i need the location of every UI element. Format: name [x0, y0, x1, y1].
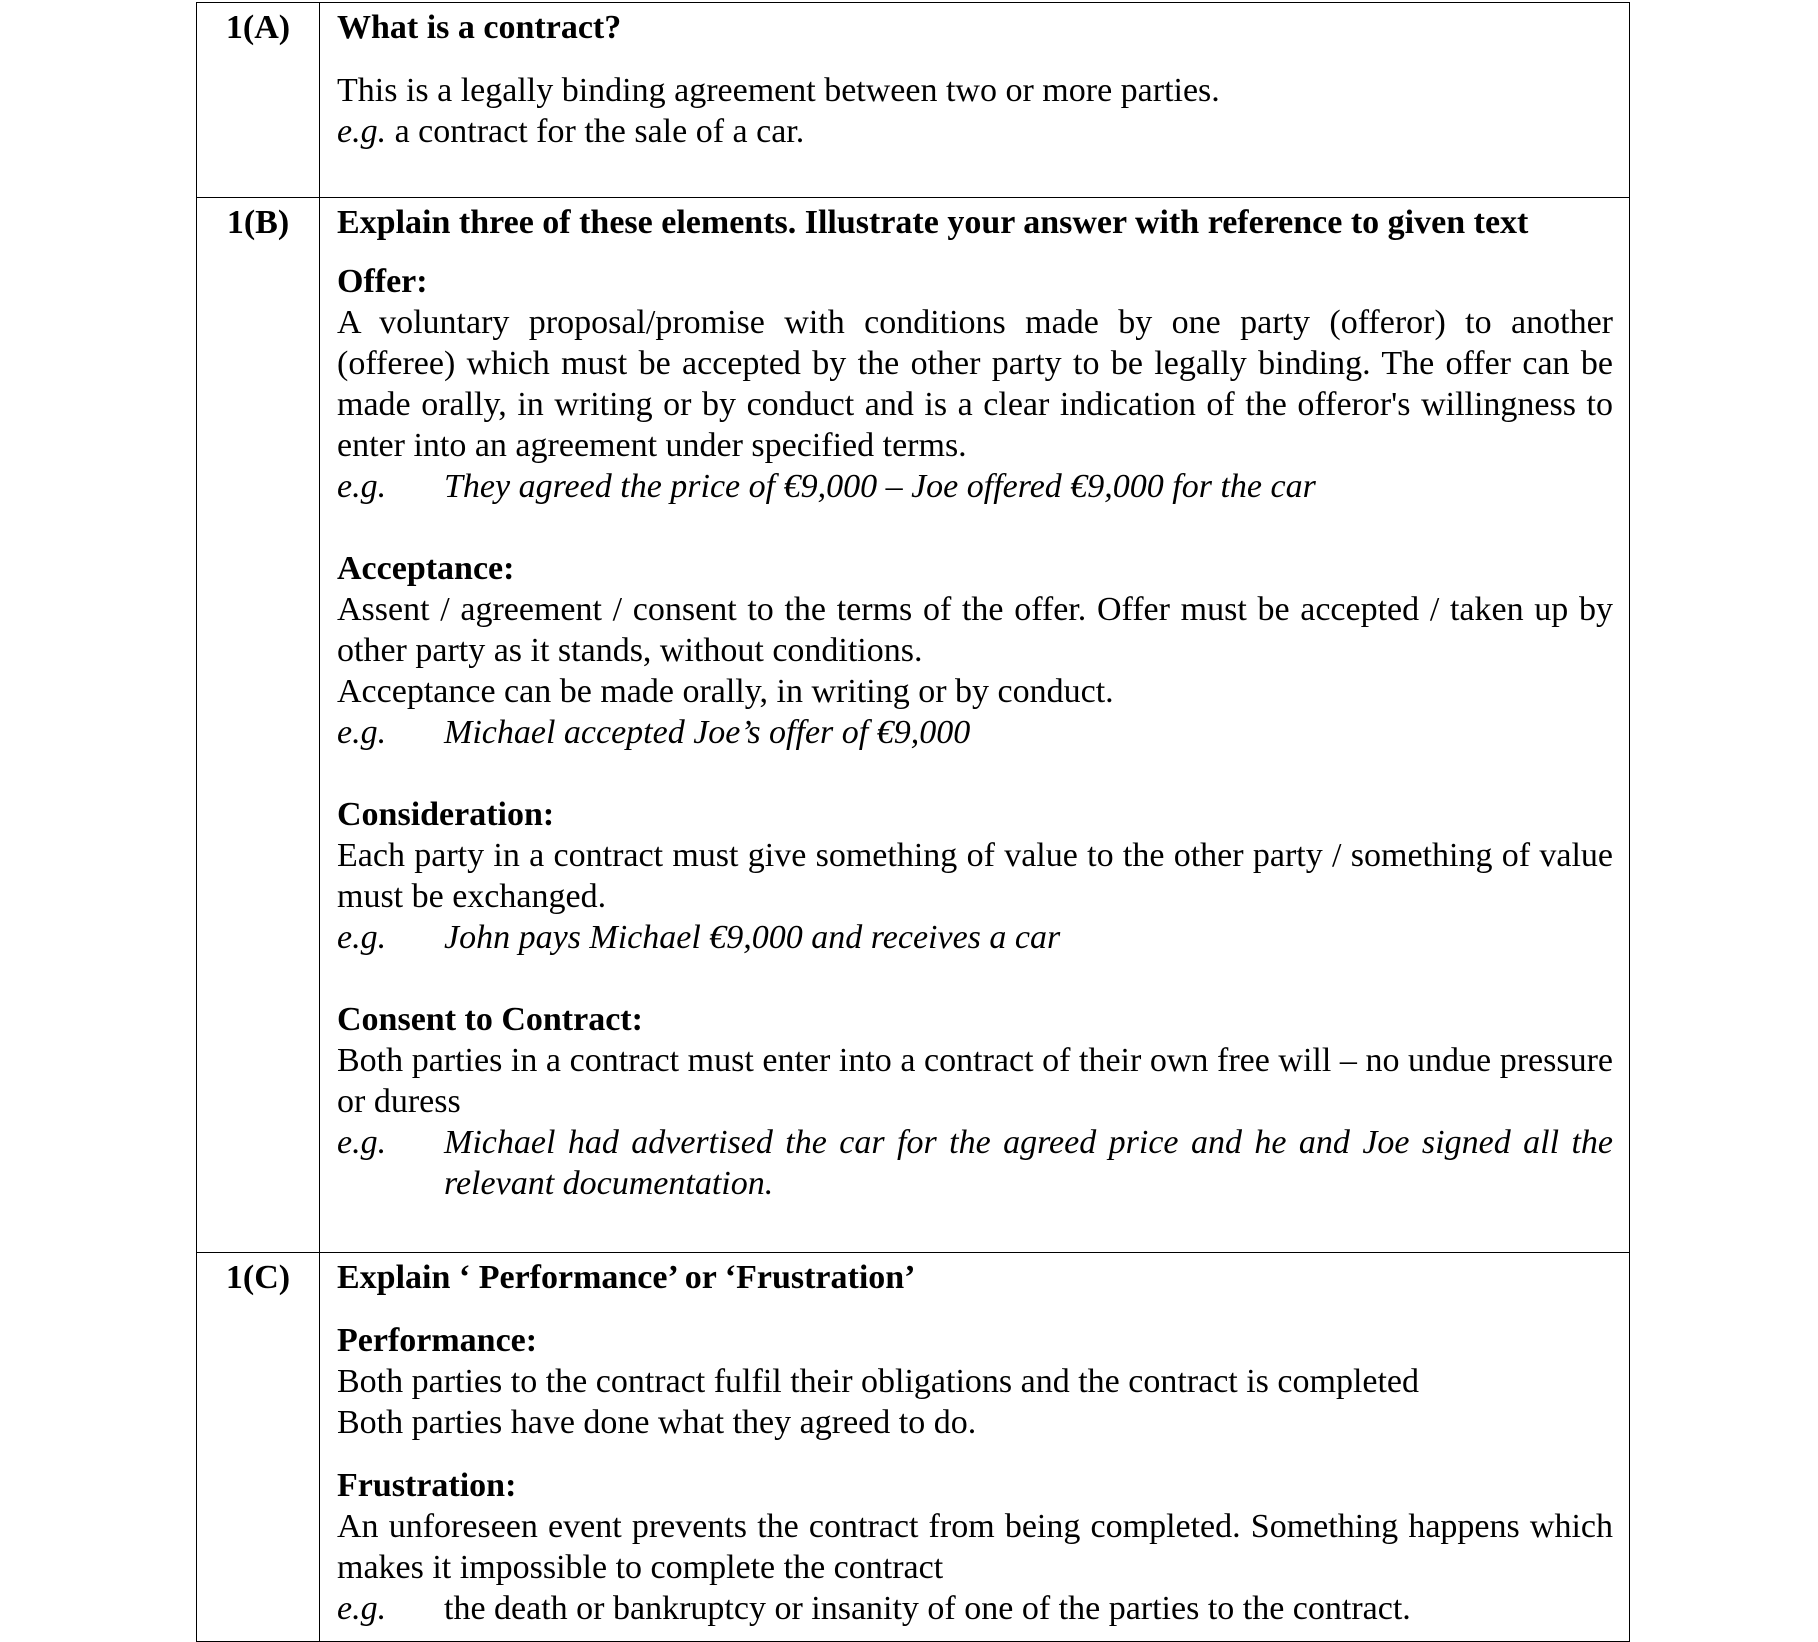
performance-heading: Performance: [337, 1322, 538, 1359]
question-number: 1(A) [197, 3, 320, 198]
example-text: Michael had advertised the car for the agreed price and he and Joe signed all the relevant documentation. [444, 1124, 1613, 1202]
table-row-1a [197, 3, 1630, 198]
example-text: John pays Michael €9,000 and receives a car [444, 919, 1061, 956]
acceptance-heading: Acceptance: [337, 550, 515, 587]
acceptance-example [337, 712, 1613, 753]
example-label: e.g. [337, 919, 387, 956]
question-number: 1(B) [197, 198, 320, 1253]
example-label: e.g. [337, 113, 387, 150]
offer-example [337, 466, 1613, 507]
consideration-text: Each party in a contract must give something of value to the other party / something of value must be exchanged. [337, 837, 1613, 915]
consent-example [337, 1122, 1613, 1204]
table-row-1c [197, 1253, 1630, 1642]
example-text: a contract for the sale of a car. [386, 113, 805, 150]
performance-text-2: Both parties have done what they agreed to do. [337, 1404, 977, 1441]
performance-text-1: Both parties to the contract fulfil their obligations and the contract is completed [337, 1363, 1420, 1400]
question-title: What is a contract? [337, 9, 622, 46]
example-label: e.g. [337, 714, 387, 751]
answer-cell [320, 3, 1630, 198]
frustration-example [337, 1588, 1613, 1629]
question-number: 1(C) [197, 1253, 320, 1642]
table-row-1b [197, 198, 1630, 1253]
example-line [337, 111, 1613, 152]
example-label: e.g. [337, 468, 387, 505]
example-text: They agreed the price of €9,000 – Joe offered €9,000 for the car [444, 468, 1316, 505]
frustration-text: An unforeseen event prevents the contract from being completed. Something happens which makes it impossible to complete the contract [337, 1508, 1613, 1586]
example-label: e.g. [337, 1124, 387, 1161]
answer-cell [320, 198, 1630, 1253]
marking-scheme-table [196, 2, 1630, 1642]
frustration-heading: Frustration: [337, 1467, 517, 1504]
example-text: the death or bankruptcy or insanity of one of the parties to the contract. [444, 1590, 1411, 1627]
consent-text: Both parties in a contract must enter into a contract of their own free will – no undue pressure or duress [337, 1042, 1613, 1120]
answer-text: This is a legally binding agreement between two or more parties. [337, 72, 1220, 109]
acceptance-text: Assent / agreement / consent to the terms of the offer. Offer must be accepted / taken up by other party as it stands, without conditions. [337, 591, 1613, 669]
acceptance-text-2: Acceptance can be made orally, in writing or by conduct. [337, 673, 1114, 710]
offer-text: A voluntary proposal/promise with conditions made by one party (offeror) to another (offeree) which must be accepted by the other party to be legally binding. The offer can be made orally, in writing or by conduct and is a clear indication of the offeror's willingness to enter into an agreement under specified terms. [337, 304, 1613, 464]
offer-heading: Offer: [337, 263, 428, 300]
consideration-example [337, 917, 1613, 958]
example-label: e.g. [337, 1590, 387, 1627]
consideration-heading: Consideration: [337, 796, 555, 833]
question-title: Explain ‘ Performance’ or ‘Frustration’ [337, 1259, 916, 1296]
consent-heading: Consent to Contract: [337, 1001, 643, 1038]
question-title: Explain three of these elements. Illustrate your answer with reference to given text [337, 204, 1529, 241]
answer-cell [320, 1253, 1630, 1642]
example-text: Michael accepted Joe’s offer of €9,000 [444, 714, 971, 751]
